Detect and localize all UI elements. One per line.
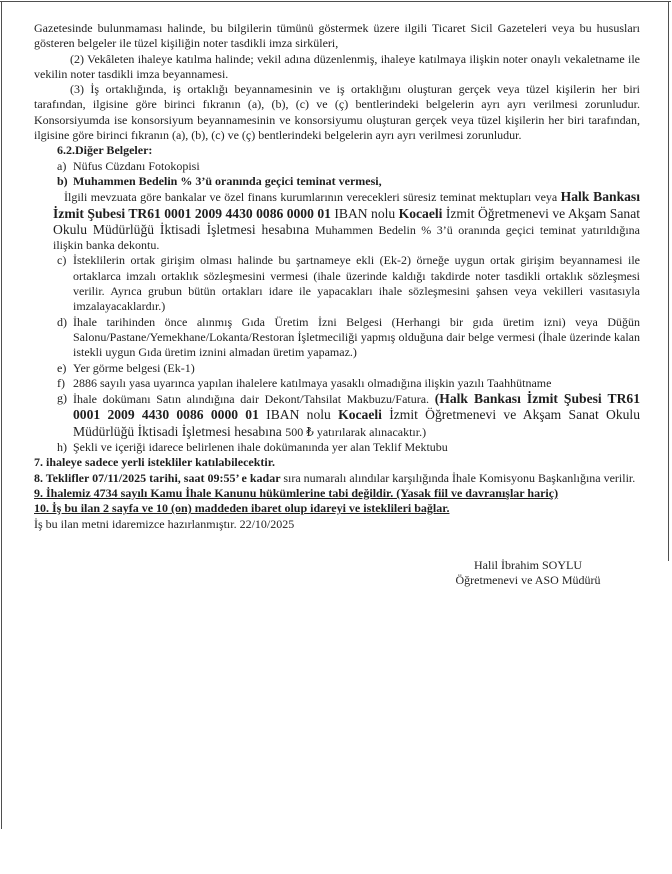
paragraph-registry-gazette: Gazetesinde bulunmaması halinde, bu bilgilerin tümünü göstermek üzere ilgili Ticaret Sicil Gazeteleri veya bu hususları gösteren belgeler ile tüzel kişiliğin noter tasdikli imza sirküleri,: [34, 21, 640, 51]
clause-bid-deadline: [34, 471, 640, 486]
item-marker: e): [57, 360, 67, 375]
item-text: 2886 sayılı yasa uyarınca yapılan ihalelere katılmaya yasaklı olmadığına ilişkin yazılı Taahhütname: [73, 375, 552, 390]
closing-note: İş bu ilan metni idaremizce hazırlanmıştır. 22/10/2025: [34, 516, 295, 531]
fee-run-city: Kocaeli: [338, 407, 382, 423]
list-item-b: [57, 174, 640, 189]
item-text: Yer görme belgesi (Ek-1): [73, 360, 195, 375]
page-border-top: [0, 1, 671, 2]
section-heading-other-documents: 6.2.Diğer Belgeler:: [57, 143, 153, 158]
signature-title: Öğretmenevi ve ASO Müdürü: [455, 573, 601, 588]
list-item-f: [57, 376, 640, 391]
deposit-run-city: Kocaeli: [398, 205, 443, 221]
fee-run-amount: 500 ₺ yatırılarak alınacaktır.): [285, 424, 427, 439]
item-marker: a): [57, 158, 67, 173]
item-text: İsteklilerin ortak girişim olması halinde bu şartnameye ekli (Ek-2) örneğe uygun ortak girişim beyannamesi ile ortaklarca imzalı ortaklık sözleşmesini vermesi (ihale üzerinde kaldığı takdirde noter tasdikli ortaklık sözleşmesi verilir. Ayrıca grubun bütün ortakları idare ile yapacakları ihale sözleşmesini şahsen veya vekilleri vasıtasıyla imzalayacaklardır.): [73, 253, 640, 314]
item-text: Şekli ve içeriği idarece belirlenen ihale dokümanında yer alan Teklif Mektubu: [73, 440, 448, 455]
paragraph-joint-venture: (3) İş ortaklığında, iş ortaklığı beyannamesinin ve iş ortaklığını oluşturan gerçek veya tüzel kişilerin her biri tarafından, ilgisine göre birinci fıkranın (a), (b), (c) ve (ç) bentlerindeki belgelerin ayrı ayrı verilmesi zorunludur. Konsorsiyumda ise konsorsiyum beyannamesinin ve konsorsiyumu oluşturan gerçek veya tüzel kişilerin her biri tarafından, ilgisine göre birinci fıkranın (a), (b), (c) ve (ç) bentlerindeki belgelerin ayrı ayrı verilmesi zorunludur.: [34, 82, 640, 143]
item-marker: c): [57, 253, 67, 268]
deposit-run-receipt: Muhammen Bedelin % 3’ü oranında geçici teminat yatırıldığına ilişkin banka dekontu.: [53, 222, 641, 253]
paragraph-proxy-participation: (2) Vekâleten ihaleye katılma halinde; vekil adına düzenlenmiş, ihaleye katılmaya ilişkin noter onaylı vekaletname ile vekilin noter tasdikli imza beyannamesi.: [34, 51, 640, 81]
clause-bid-deadline-rest: sıra numaralı alındılar karşılığında İhale Komisyonu Başkanlığına verilir.: [283, 470, 636, 485]
item-marker: b): [57, 173, 68, 188]
fee-run-account-holder: İzmit Öğretmenevi ve Akşam Sanat Okulu Müdürlüğü İktisadi İşletmesi hesabına: [73, 407, 640, 439]
list-item-h: [57, 440, 640, 455]
item-marker: h): [57, 440, 67, 455]
item-text: Muhammen Bedelin % 3’ü oranında geçici teminat vermesi,: [73, 173, 382, 188]
item-marker: d): [57, 314, 67, 329]
fee-run-bank-iban: (Halk Bankası İzmit Şubesi TR61 0001 2009 4430 0086 0000 01: [73, 391, 641, 423]
deposit-run-account-holder: İzmit Öğretmenevi ve Akşam Sanat Okulu Müdürlüğü İktisadi İşletmesi hesabına: [53, 205, 641, 237]
signature-block: [398, 558, 658, 589]
list-item-g: [57, 391, 640, 440]
deposit-run-iban-label: IBAN nolu: [330, 205, 399, 221]
clause-domestic-bidders: 7. ihaleye sadece yerli istekliler katılabilecektir.: [34, 455, 275, 470]
clause-law-exemption: 9. İhalemiz 4734 sayılı Kamu İhale Kanunu hükümlerine tabi değildir. (Yasak fiil ve davranışlar hariç): [34, 485, 559, 500]
clause-binding-scope: 10. İş bu ilan 2 sayfa ve 10 (on) maddeden ibaret olup idareyi ve isteklileri bağlar.: [34, 501, 450, 516]
list-item-d: [57, 315, 640, 361]
fee-run-iban-label: IBAN nolu: [258, 407, 339, 423]
page-border-right: [668, 1, 669, 561]
paragraph-deposit-detail: [53, 189, 640, 253]
item-text: Nüfus Cüzdanı Fotokopisi: [73, 158, 200, 173]
page-border-left: [1, 1, 2, 829]
fee-run-intro: İhale dokümanı Satın alındığına dair Dekont/Tahsilat Makbuzu/Fatura.: [73, 392, 435, 407]
list-item-a: [57, 159, 640, 174]
item-marker: g): [57, 391, 67, 406]
deposit-run-bank-iban: Halk Bankası İzmit Şubesi TR61 0001 2009 4430 0086 0000 01: [53, 189, 640, 221]
list-item-c: [57, 253, 640, 314]
clause-bid-deadline-bold: 8. Teklifler 07/11/2025 tarihi, saat 09:55’ e kadar: [34, 470, 284, 485]
deposit-run-intro: İlgili mevzuata göre bankalar ve özel finans kurumlarının verecekleri süresiz teminat mektupları veya: [64, 190, 561, 205]
document-body: [34, 21, 640, 588]
signature-name: Halil İbrahim SOYLU: [474, 557, 582, 572]
item-text: İhale tarihinden önce alınmış Gıda Üretim İzni Belgesi (Herhangi bir gıda üretim izni) veya Düğün Salonu/Pastane/Yemekhane/Lokanta/Restoran İşletmeciliği yapmış olduğuna dair belge vermesi (İhale üzerinde kalan istekli uygun Gıda üretim iznini almadan üretim yapamaz.): [73, 314, 640, 360]
item-marker: f): [57, 375, 65, 390]
list-item-e: [57, 361, 640, 376]
